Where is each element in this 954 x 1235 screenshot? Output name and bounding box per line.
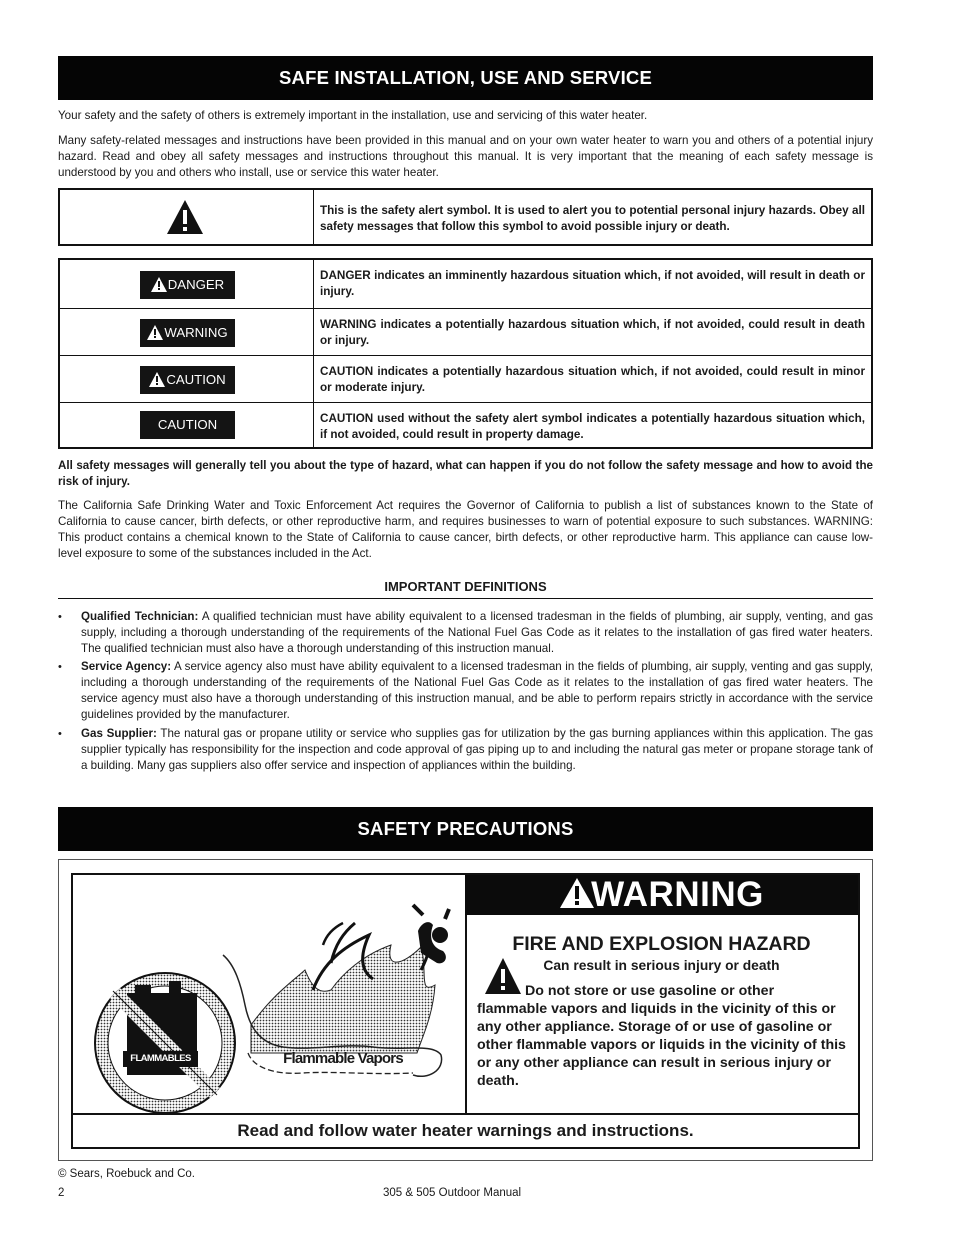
hazard-subtitle: Can result in serious injury or death: [543, 958, 780, 973]
alert-symbol-box: [58, 188, 873, 246]
section-title: SAFETY PRECAUTIONS: [357, 818, 574, 839]
caution-plain-badge: CAUTION: [140, 411, 235, 439]
warning-footer-text: Read and follow water heater warnings and instructions.: [73, 1113, 858, 1147]
definition-gas-supplier: Gas Supplier: The natural gas or propane utility or service who supplies gas for utilization by the gas burning appliances within this application. The gas supplier typically has responsibility for the inspection and code approval of gas piping up to and including the natural gas meter or propane storage tank of a building. Many gas suppliers also offer service and inspection of appliances within the building.: [81, 727, 873, 772]
intro-paragraph-2: Many safety-related messages and instructions have been provided in this manual and on your own water heater to warn you and others of a potential injury hazard. Read and obey all safety messages and instructions throughout this manual. It is very important that the meaning of each safety message is understood by you and others who install, use or service this water heater.: [58, 134, 873, 179]
alert-symbol-description: This is the safety alert symbol. It is used to alert you to potential personal injury hazards. Obey all safety messages that follow this symbol to avoid possible injury or death.: [320, 204, 865, 233]
safety-messages-note: All safety messages will generally tell you about the type of hazard, what can happen if you do not follow the safety message and how to avoid the risk of injury.: [58, 459, 873, 488]
flammable-vapors-label: Flammable Vapors: [283, 1050, 403, 1067]
california-prop65-paragraph: The California Safe Drinking Water and Toxic Enforcement Act requires the Governor of California to publish a list of substances known to the State of California to cause cancer, birth defects, or other reproductive harm, and requires businesses to warn of potential exposure to such substances. WARNING: This product contains a chemical known to the State of California to cause cancer, birth defects, or other reproductive harm. This appliance can cause low-level exposure to some of the substances included in the Act.: [58, 499, 873, 560]
page-number: 2: [58, 1187, 65, 1199]
hazard-instruction-text: flammable vapors and liquids in the vicinity of this or any other appliance. Storage of or use of gasoline or other flammable vapors or liquids in the vicinity of this or any other appliance can result in serious injury or death.: [477, 1001, 846, 1089]
bullet: •: [58, 611, 62, 623]
hazard-title: FIRE AND EXPLOSION HAZARD: [512, 933, 811, 955]
danger-description: DANGER indicates an imminently hazardous situation which, if not avoided, will result in death or injury.: [320, 269, 865, 298]
bullet: •: [58, 728, 62, 740]
bullet: •: [58, 661, 62, 673]
safety-alert-icon: [559, 877, 595, 909]
safety-alert-icon: [147, 325, 163, 340]
safety-alert-icon: [484, 957, 522, 995]
safety-alert-icon: [166, 199, 204, 235]
caution-plain-description: CAUTION used without the safety alert symbol indicates a potentially hazardous situation which, if not avoided, could result in property damage.: [320, 412, 865, 441]
caution-badge: CAUTION: [140, 366, 235, 394]
hazard-instruction-first-line: Do not store or use gasoline or other: [525, 983, 775, 999]
danger-badge: DANGER: [140, 271, 235, 299]
flammables-can-label: FLAMMABLES: [123, 1051, 198, 1067]
warning-label-frame: [58, 859, 873, 1161]
signal-row-caution: [60, 355, 871, 403]
section-title: SAFE INSTALLATION, USE AND SERVICE: [278, 67, 653, 88]
safety-alert-icon: [151, 277, 167, 292]
warning-badge: WARNING: [140, 319, 235, 347]
section-banner-safety-precautions: [58, 807, 873, 851]
definition-service-agency: Service Agency: A service agency also must have ability equivalent to a licensed tradesman in the fields of plumbing, air supply, venting and gas supply, including a thorough understanding of the requirements of the National Fuel Gas Code as it relates to the installation of gas fired water heaters. The service agency must also have a thorough understanding of this instruction manual, and be able to perform repairs strictly in accordance with the service guidelines provided by the manufacturer.: [81, 660, 873, 721]
warning-text-panel: [465, 875, 858, 1113]
flammable-vapors-fire-icon: [73, 875, 465, 1113]
hazard-illustration: [73, 875, 467, 1113]
definition-qualified-technician: Qualified Technician: A qualified technician must have ability equivalent to a licensed tradesman in the fields of plumbing, air supply, venting, and gas supply, including a thorough understanding of the requirements of the National Fuel Gas Code as it relates to the installation of gas fired water heaters. The qualified technician must also have a thorough understanding of this instruction manual.: [81, 610, 873, 655]
signal-row-danger: [60, 260, 871, 308]
signal-row-warning: [60, 308, 871, 356]
warning-label: [71, 873, 860, 1149]
definitions-divider: [58, 598, 873, 599]
signal-word-table: [58, 258, 873, 449]
manual-title: 305 & 505 Outdoor Manual: [383, 1187, 522, 1199]
warning-header: WARNING: [465, 875, 858, 915]
section-banner-safe-installation: [58, 56, 873, 100]
copyright-text: © Sears, Roebuck and Co.: [58, 1168, 195, 1180]
signal-row-caution-nosymbol: [60, 402, 871, 448]
safety-alert-icon: [149, 372, 165, 387]
intro-paragraph-1: Your safety and the safety of others is extremely important in the installation, use and servicing of this water heater.: [58, 109, 648, 122]
caution-description: CAUTION indicates a potentially hazardous situation which, if not avoided, could result in minor or moderate injury.: [320, 365, 865, 394]
definitions-title: IMPORTANT DEFINITIONS: [384, 579, 547, 594]
warning-description: WARNING indicates a potentially hazardous situation which, if not avoided, could result in death or injury.: [320, 318, 865, 347]
